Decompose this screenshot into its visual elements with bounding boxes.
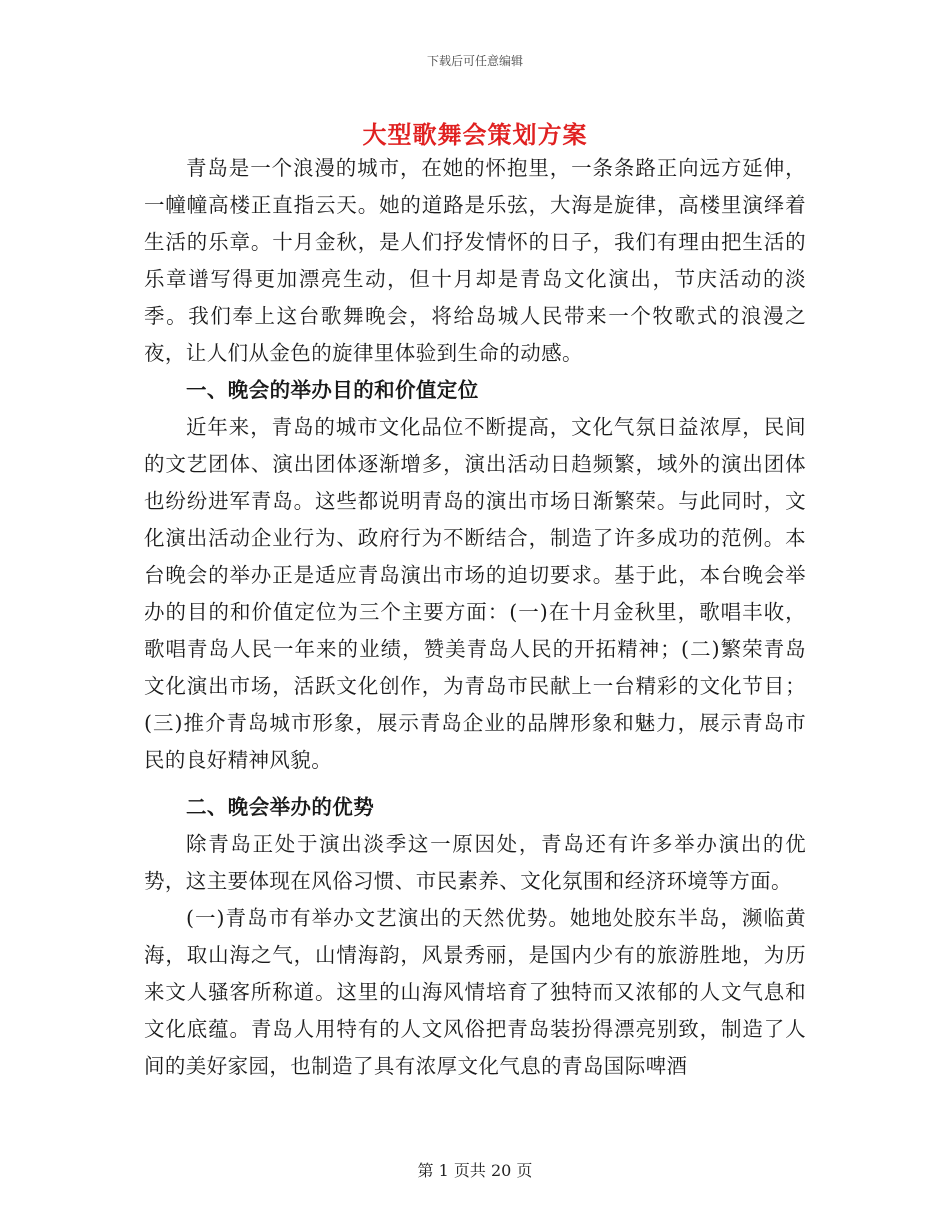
intro-paragraph: 青岛是一个浪漫的城市，在她的怀抱里，一条条路正向远方延伸，一幢幢高楼正直指云天。她的道路是乐弦，大海是旋律，高楼里演绎着生活的乐章。十月金秋，是人们抒发情怀的日子，我们有理由把生活的乐章谱写得更加漂亮生动，但十月却是青岛文化演出，节庆活动的淡季。我们奉上这台歌舞晚会，将给岛城人民带来一个牧歌式的浪漫之夜，让人们从金色的旋律里体验到生命的动感。 (144, 156, 806, 365)
document-body (144, 150, 806, 1085)
section-2-paragraph-2: (一)青岛市有举办文艺演出的天然优势。她地处胶东半岛，濒临黄海，取山海之气，山情海韵，风景秀丽，是国内少有的旅游胜地，为历来文人骚客所称道。这里的山海风情培育了独特而又浓郁的人文气息和文化底蕴。青岛人用特有的人文风俗把青岛装扮得漂亮别致，制造了人间的美好家园，也制造了具有浓厚文化气息的青岛国际啤酒 (144, 906, 806, 1078)
section-1-paragraph: 近年来，青岛的城市文化品位不断提高，文化气氛日益浓厚，民间的文艺团体、演出团体逐渐增多，演出活动日趋频繁，域外的演出团体也纷纷进军青岛。这些都说明青岛的演出市场日渐繁荣。与此同时，文化演出活动企业行为、政府行为不断结合，制造了许多成功的范例。本台晚会的举办正是适应青岛演出市场的迫切要求。基于此，本台晚会举办的目的和价值定位为三个主要方面：(一)在十月金秋里，歌唱丰收，歌唱青岛人民一年来的业绩，赞美青岛人民的开拓精神；(二)繁荣青岛文化演出市场，活跃文化创作，为青岛市民献上一台精彩的文化节目；(三)推介青岛城市形象，展示青岛企业的品牌形象和魅力，展示青岛市民的良好精神风貌。 (144, 415, 806, 772)
section-1-heading: 一、晚会的举办目的和价值定位 (186, 378, 479, 402)
section-2-heading: 二、晚会举办的优势 (186, 795, 375, 819)
page-number: 第 1 页共 20 页 (417, 1161, 533, 1180)
page-header-note: 下载后可任意编辑 (426, 54, 523, 68)
section-2-paragraph-1: 除青岛正处于演出淡季这一原因处，青岛还有许多举办演出的优势，这主要体现在风俗习惯、市民素养、文化氛围和经济环境等方面。 (144, 832, 806, 893)
document-title: 大型歌舞会策划方案 (362, 120, 588, 149)
